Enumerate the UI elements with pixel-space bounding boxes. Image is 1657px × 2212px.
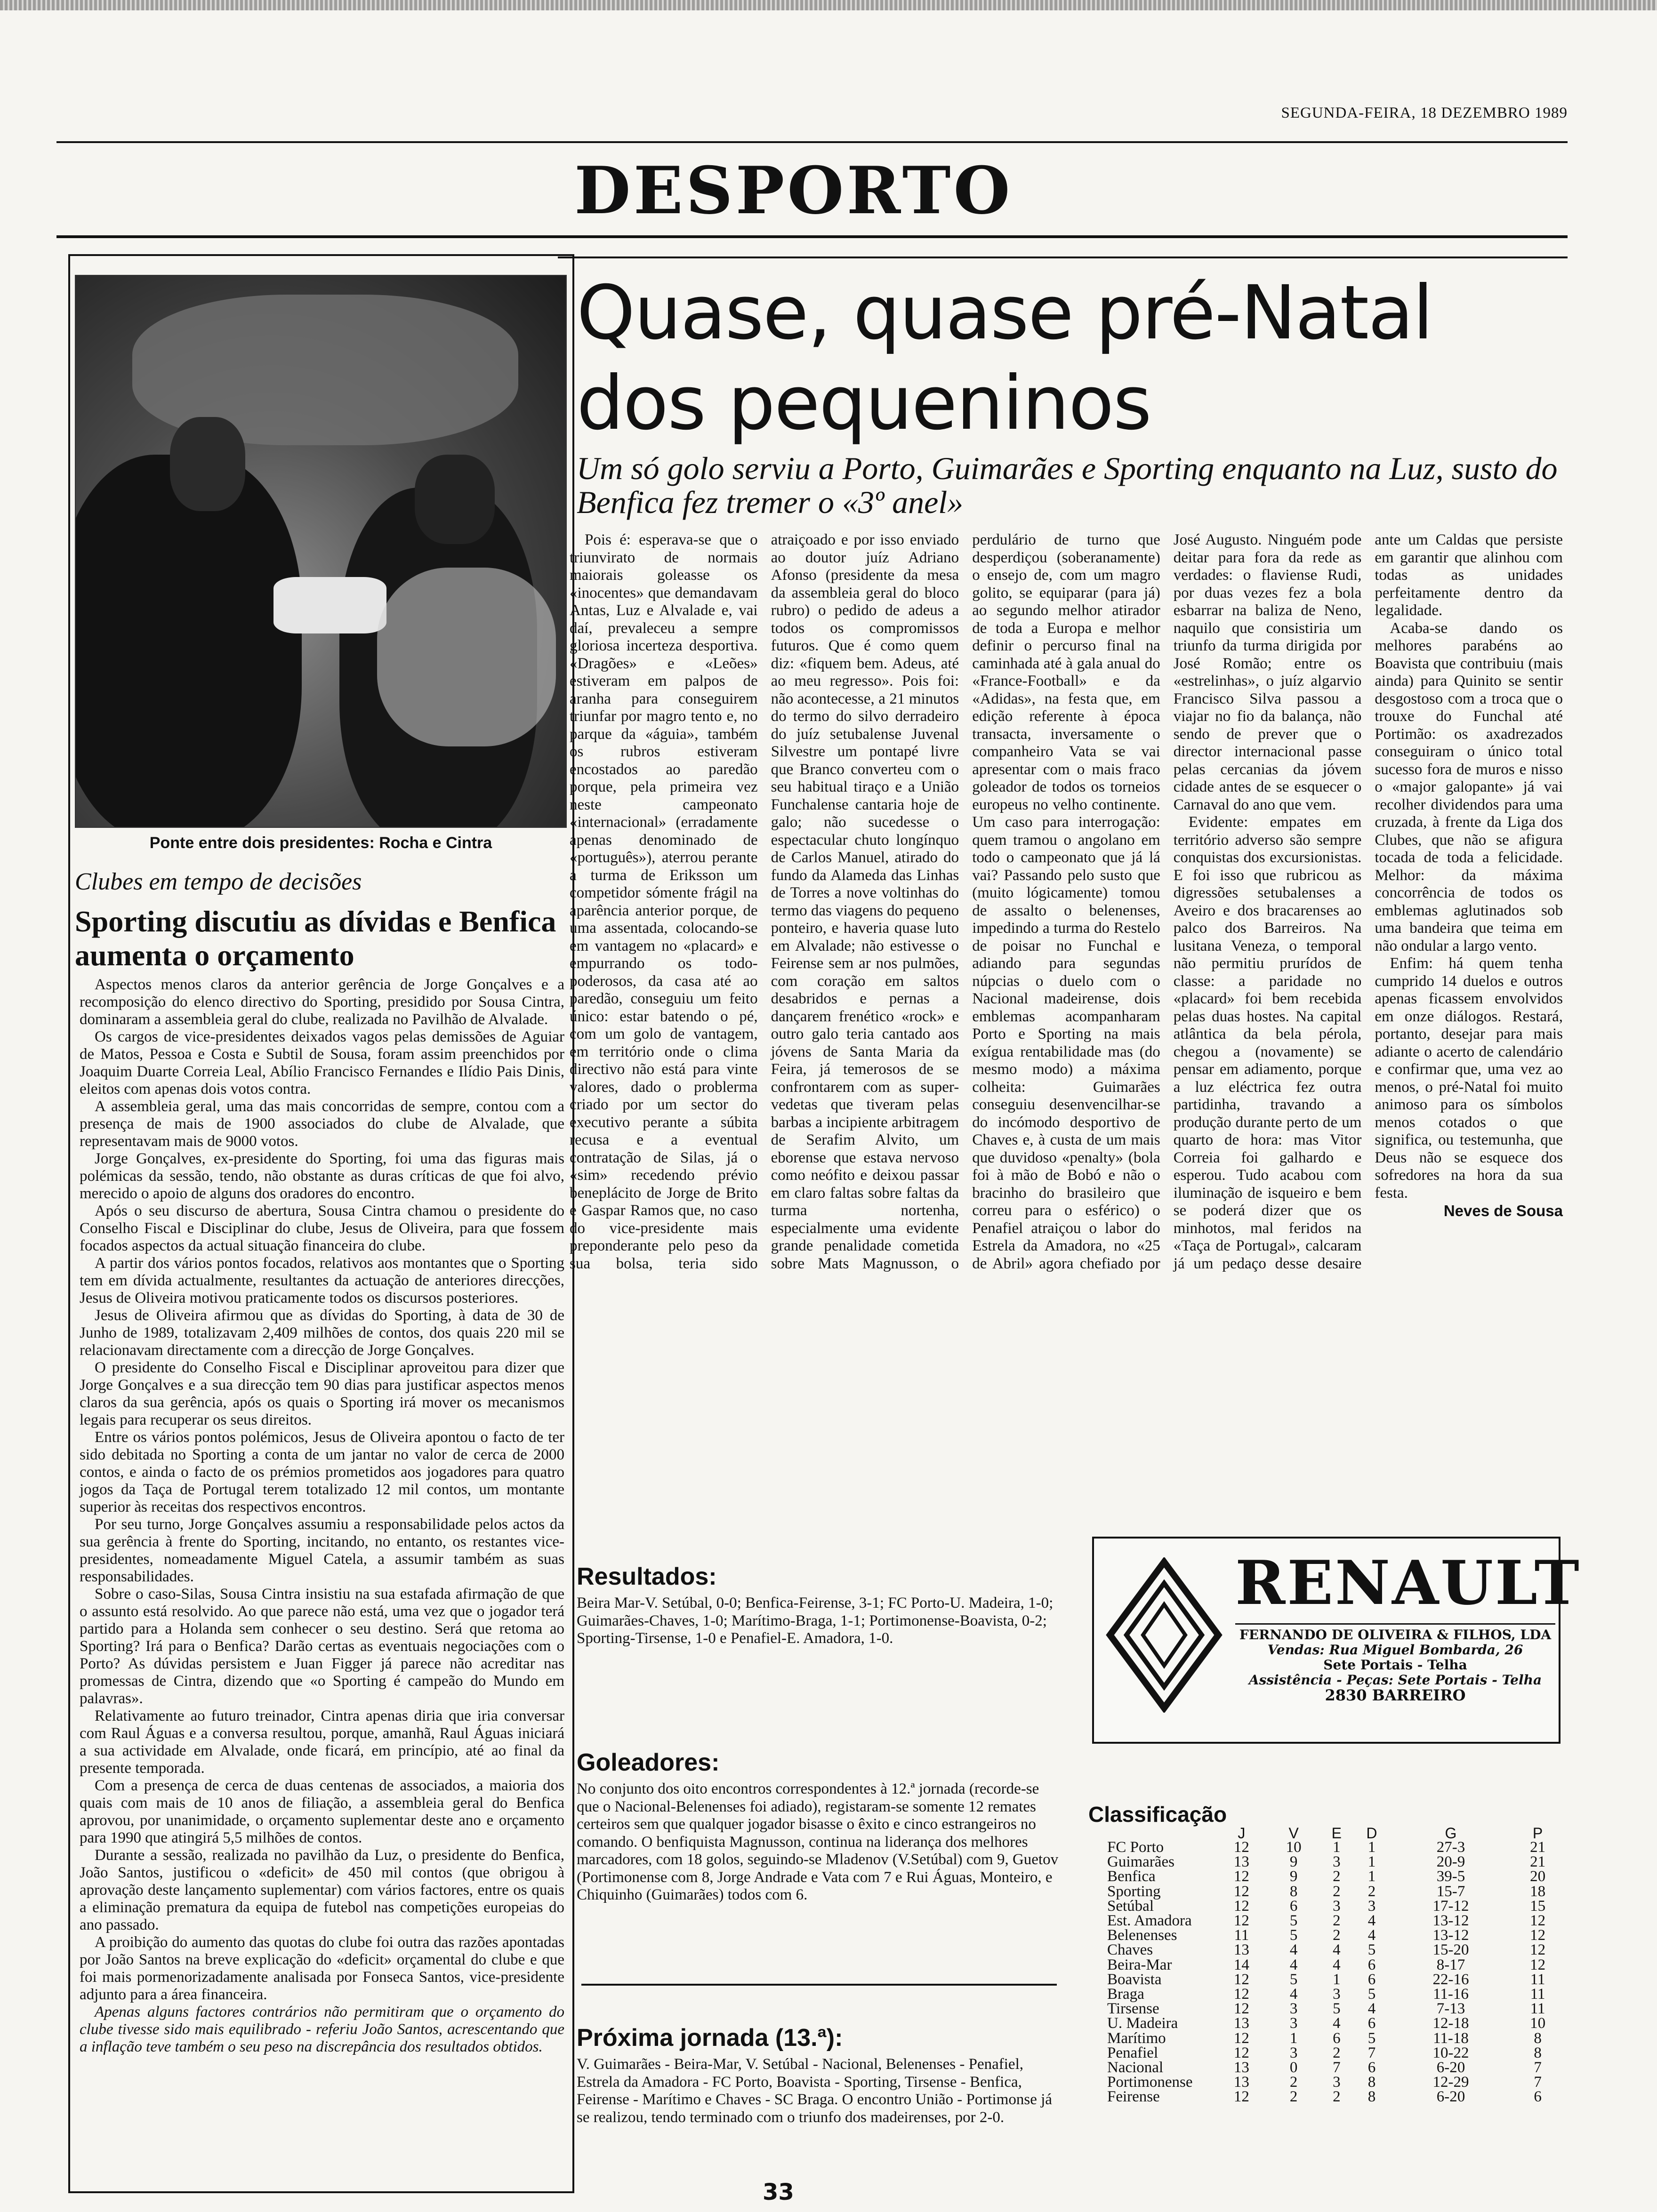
stat-cell: 13-12 [1432,1927,1469,1944]
results-text: Beira Mar-V. Setúbal, 0-0; Benfica-Feirense, 3-1; FC Porto-U. Madeira, 1-0; Guimarães-Chaves, 1-0; Marítimo-Braga, 1-1; Portimonense-Boavista, 0-2; Sporting-Tirsense, 1-0 e Penafiel-E. Amadora, 1-0. [577,1595,1054,1647]
stat-cell: 7-13 [1436,2000,1465,2018]
stat-cell: 13 [1233,1853,1249,1871]
stat-cell: 2 [1289,2074,1298,2091]
table-row [1088,2090,1564,2104]
team-name-cell: Sporting [1107,1883,1161,1900]
stat-cell: 20 [1530,1868,1546,1885]
article-paragraph: Aspectos menos claros da anterior gerência de Jorge Gonçalves e a recomposição do elenco directivo do Sporting, presidido por Sousa Cintra, dominaram a assembleia geral do clube, realizada no Pavilhão de Alvalade. [80,976,564,1028]
ad-service: Assistência - Peças: Sete Portais - Telha [1248,1672,1542,1688]
stat-cell: 9 [1289,1868,1298,1885]
table-row [1088,2060,1564,2075]
stat-cell: 4 [1367,1927,1376,1944]
team-name-cell: Marítimo [1107,2029,1166,2047]
column-header: J [1238,1825,1246,1842]
photo-caption: Ponte entre dois presidentes: Rocha e Cintra [149,834,492,852]
stat-cell: 2 [1333,2088,1341,2106]
stat-cell: 12 [1233,1986,1249,2003]
stat-cell: 12 [1530,1941,1546,1959]
stat-cell: 13-12 [1432,1912,1469,1930]
team-name-cell: Feirense [1107,2088,1160,2106]
divider [581,1984,1057,1986]
stat-cell: 5 [1289,1927,1298,1944]
stat-cell: 13 [1233,2015,1249,2032]
team-name-cell: Boavista [1107,1971,1162,1988]
article-paragraph: Pois é: esperava-se que o triunvirato de normais maiorais goleasse os «inocentes» que demandavam Antas, Luz e Alvalade e, vai daí, prevaleceu a sempre gloriosa incerteza desportiva. «Dragões» e «Leões» estiveram em palpos de aranha para conseguirem triunfar por magro tento e, no parque da «águia», também os rubros estiveram encostados ao paredão porque, pela primeira vez neste campeonato «internacional» (erradamente apenas denominado de «português»), aterrou perante a turma de Eriksson um competidor sómente frágil na aparência anterior porque, de uma assentada, colocando-se em vantagem no «placard» e empurrando os todo-poderosos, da casa até ao paredão, conseguiu um feito único: estar batendo o pé, com um golo de vantagem, em território onde o clima directivo não está para vinte valores, dado o problerma criado por um sector do executivo perante a súbita recusa e a eventual contratação de Silas, já o «sim» recedendo prévio beneplácito de Jorge de Brito e Gaspar Ramos que, no caso do vice-presidente mais preponderante pelo peso da sua bolsa, teria sido atraiçoado e por isso enviado ao doutor juíz Adriano Afonso (presidente da mesa da assembleia geral do bloco rubro) o pedido de adeus a todos os compromissos futuros. Que é como quem diz: «fiquem bem. Adeus, até ao meu regresso». Pois foi: não acontecesse, a 21 minutos do termo do silvo derradeiro do juíz setubalense Juvenal Silvestre um pontapé livre que Branco converteu com o seu habitual tiraço e a União Funchalense cantaria hoje de galo; não sucedesse o espectacular chuto longínquo de Carlos Manuel, atirado do fundo da Alameda das Linhas de Torres a nove voltinhas do termo das viagens do pequeno ponteiro, e haveria quase luto em Alvalade; não estivesse o Feirense sem ar nos pulmões, com coração em saltos desabridos e pernas a dançarem frenético «rock» e outro galo teria cantado aos jóvens de Santa Maria da Feira, já temerosos de se confrontarem com as super-vedetas que tiveram pelas barbas a incipiente arbitragem de Serafim Alvito, um eborense que estava nervoso como neófito e deixou passar em claro faltas sobre faltas da turma nortenha, especialmente uma evidente grande penalidade cometida sobre Mats Magnusson, o perdulário de turno que desperdiçou (soberanamente) o ensejo de, com um magro golito, se equiparar (para já) ao segundo melhor atirador de toda a Europa e melhor definir o percurso final na caminhada até à gala anual do «France-Football» e da «Adidas», na festa que, em edição referente à época transacta, inversamente o companheiro Vata se vai apresentar com o mais fraco goleador de todos os torneios europeus no velho continente. Um caso para interrogação: quem tramou o angolano em todo o campeonato que já lá vai? Passando pelo susto que (muito lógicamente) tomou de assalto o belenenses, impedindo a turma do Restelo de poisar no Funchal e adiando para segundas núpcias o duelo com o Nacional madeirense, dois emblemas acompanharam Porto e Sporting na mais exígua rentabilidade mas (do mesmo modo) a máxima colheita: Guimarães conseguiu desenvencilhar-se do incómodo desportivo de Chaves e, à custa de um mais que duvidoso «penalty» (bola foi à mão de Bobó e não o bracinho do brasileiro que correu para o esférico) o Penafiel atraiçou o labor do Estrela da Amadora, no «25 de Abril» agora chefiado por José Augusto. Ninguém pode deitar para fora da rede as verdades: o flaviense Rudi, por duas vezes fez a bola esbarrar na baliza de Neno, naquilo que consistiria um triunfo da turma dirigida por José Romão; entre os «estrelinhas», o juíz algarvio Francisco Silva passou a viajar no fio da balança, não sendo de prever que o director internacional passe pelas cercanias da jóvem cidade antes de se esquecer o Carnaval do ano que vem. [570,531,1362,1272]
table-row [1088,2075,1564,2090]
table-row [1088,1855,1564,1869]
team-name-cell: Beira-Mar [1107,1956,1172,1973]
column-header: G [1445,1825,1457,1842]
stat-cell: 13 [1233,1941,1249,1959]
team-name-cell: U. Madeira [1107,2015,1178,2032]
stat-cell: 12-18 [1432,2015,1469,2032]
header-rule [56,141,1568,143]
article-paragraph: Evidente: empates em território adverso são sempre conquistas dos excursionistas. E foi isso que rubricou as digressões setubalenses a Aveiro e dos bracarenses ao palco dos Barreiros. Na lusitana Veneza, o temporal não permitiu prurídos de classe: a paridade no «placard» foi bem recebida pelas duas hostes. Na capital atlântica da bela pérola, chegou a (novamente) se pensar em adiamento, porque a luz eléctrica fez outra partidinha, travando a produção durante perto de um quarto de hora: mas Vitor Correia foi galhardo e esperou. Tudo acabou com iluminação de isqueiro e bem se poderá dizer que os minhotos, mal feridos na «Taça de Portugal», calcaram já um pedaço desse desaire ante um Caldas que persiste em garantir que alinhou com todas as unidades perfeitamente dentro da legalidade. [1173,531,1563,1272]
stat-cell: 1 [1367,1839,1376,1856]
stat-cell: 5 [1367,2029,1376,2047]
table-row [1088,1928,1564,1943]
stat-cell: 2 [1333,1868,1341,1885]
stat-cell: 3 [1289,2044,1298,2061]
stat-cell: 1 [1367,1853,1376,1871]
stat-cell: 13 [1233,2059,1249,2076]
ad-sales: Vendas: Rua Miguel Bombarda, 26 [1267,1642,1523,1658]
stat-cell: 12 [1233,2029,1249,2047]
article-paragraph: Enfim: há quem tenha cumprido 14 duelos e outros apenas ficassem envolvidos em onze diálogos. Restará, portanto, desejar para mais adiante o acerto de calendário e confirmar que, uma vez ao menos, o pré-Natal foi muito animoso para os símbolos menos cotados o que significa, ou testemunha, que Deus não se esquece dos sofredores na hora da sua festa. [1375,955,1563,1202]
table-row [1088,1914,1564,1928]
stat-cell: 12 [1233,1839,1249,1856]
table-row [1088,2016,1564,2031]
team-name-cell: Braga [1107,1986,1144,2003]
stat-cell: 27-3 [1436,1839,1465,1856]
stat-cell: 17-12 [1432,1897,1469,1915]
stat-cell: 2 [1367,1883,1376,1900]
stat-cell: 15-7 [1436,1883,1465,1900]
section-rule [56,235,1568,238]
renault-diamond-logo [1105,1557,1223,1713]
article-paragraph: A proibição do aumento das quotas do clube foi outra das razões apontadas por João Santos na breve explicação do «deficit» orçamental do clube e que foi mais pormenorizadamente analisada por Fonseca Santos, vice-presidente adjunto para a área financeira. [80,1934,564,2003]
results-title: Resultados: [577,1563,717,1590]
ad-company-details [1235,1623,1555,1703]
main-headline: Quase, quase pré-Natal dos pequeninos [577,270,1432,447]
stat-cell: 4 [1333,1956,1341,1973]
stat-cell: 11-16 [1433,1986,1469,2003]
article-paragraph: Jesus de Oliveira afirmou que as dívidas do Sporting, à data de 30 de Junho de 1989, totalizavam 2,409 milhões de contos, dos quais 220 mil se relacionavam directamente com a direcção de Jorge Gonçalves. [80,1307,564,1359]
stat-cell: 2 [1333,1883,1341,1900]
stat-cell: 6 [1367,2015,1376,2032]
next-round-text: V. Guimarães - Beira-Mar, V. Setúbal - Nacional, Belenenses - Penafiel, Estrela da Amadora - FC Porto, Boavista - Sporting, Tirsense - Benfica, Feirense - Marítimo e Chaves - SC Braga. O encontro União - Portimonse já se realizou, tendo terminado com o triunfo dos madeirenses, por 2-0. [577,2056,1052,2126]
stat-cell: 2 [1333,1927,1341,1944]
stat-cell: 0 [1289,2059,1298,2076]
stat-cell: 12 [1233,2088,1249,2106]
table-row [1088,1987,1564,2002]
column-header: D [1366,1825,1377,1842]
team-name-cell: Penafiel [1107,2044,1158,2061]
stat-cell: 4 [1333,2015,1341,2032]
team-name-cell: Setúbal [1107,1897,1154,1915]
stat-cell: 12 [1233,2044,1249,2061]
stat-cell: 2 [1333,1912,1341,1930]
article-paragraph: A partir dos vários pontos focados, relativos aos montantes que o Sporting tem em dívida actualmente, resultantes da actuação de anteriores direcções, Jesus de Oliveira motivou praticamente todos os discursos posteriores. [80,1255,564,1306]
team-name-cell: Chaves [1107,1941,1153,1959]
article-paragraph: O presidente do Conselho Fiscal e Disciplinar aproveitou para dizer que Jorge Gonçalves e a sua direcção tem 90 dias para justificar aspectos menos claros da sua gerência, após os quais o Sporting irá mover os mecanismos legais para recuperar os seus direitos. [80,1359,564,1428]
stat-cell: 6 [1367,2059,1376,2076]
stat-cell: 20-9 [1436,1853,1465,1871]
stat-cell: 12 [1530,1912,1546,1930]
scorers-title: Goleadores: [577,1749,720,1776]
stat-cell: 4 [1333,1941,1341,1959]
column-header [1088,1826,1215,1840]
left-kicker: Clubes em tempo de decisões [75,868,362,895]
stat-cell: 12 [1233,1883,1249,1900]
stat-cell: 11 [1530,2000,1545,2018]
stat-cell: 8 [1367,2088,1376,2106]
stat-cell: 8 [1534,2029,1542,2047]
left-headline: Sporting discutiu as dívidas e Benfica aumenta o orçamento [75,905,556,972]
article-paragraph: Acaba-se dando os melhores parabéns ao Boavista que contribuiu (mais ainda) para Quinito se sentir desgostoso com a troca que o trouxe do Funchal até Portimão: os axadrezados conseguiram o único total sucesso fora de muros e nisso o «major galopante» já vai recolher dividendos para uma cruzada, à frente da Liga dos Clubes, que não se afigura tocada de toda a felicidade. Melhor: da máxima concorrência de todos os emblemas aglutinados sob uma bandeira que teima em não ondular a largo vento. [1375,619,1563,954]
stat-cell: 3 [1333,1853,1341,1871]
stat-cell: 3 [1289,2000,1298,2018]
stat-cell: 4 [1289,1986,1298,2003]
dateline: SEGUNDA-FEIRA, 18 DEZEMBRO 1989 [1281,104,1568,121]
scorers-text: No conjunto dos oito encontros correspondentes à 12.ª jornada (recorde-se que o Nacional-Belenenses foi adiado), registaram-se somente 12 remates certeiros sem que qualquer jogador bisasse o êxito e cinco estrangeiros no comando. O benfiquista Magnusson, continua na liderança dos melhores marcadores, com 18 golos, seguindo-se Mladenov (V.Setúbal) com 9, Guetov (Portimonense com 8, Jorge Andrade e Vata com 7 e Rui Águas, Monteiro, e Chiquinho (Guimarães) todos com 6. [577,1780,1059,1903]
stat-cell: 21 [1530,1853,1546,1871]
stat-cell: 2 [1289,2088,1298,2106]
stat-cell: 11 [1530,1986,1545,2003]
table-row [1088,2046,1564,2060]
stat-cell: 11-18 [1433,2029,1469,2047]
section-title: DESPORTO [574,152,1013,229]
next-round-box [577,2024,1062,2126]
stat-cell: 9 [1289,1853,1298,1871]
article-paragraph: Após o seu discurso de abertura, Sousa Cintra chamou o presidente do Conselho Fiscal e Disciplinar do clube, Jesus de Oliveira, para que fossem focados aspectos da actual situação financeira do clube. [80,1202,564,1254]
stat-cell: 5 [1333,2000,1341,2018]
team-name-cell: Benfica [1107,1868,1156,1885]
standings-grid [1088,1826,1564,2105]
table-row [1088,1972,1564,1987]
team-name-cell: Nacional [1107,2059,1164,2076]
stat-cell: 22-16 [1432,1971,1469,1988]
stat-cell: 21 [1530,1839,1546,1856]
stat-cell: 4 [1289,1956,1298,1973]
table-row [1088,1958,1564,1972]
stat-cell: 12 [1233,2000,1249,2018]
stat-cell: 10 [1530,2015,1546,2032]
table-row [1088,1840,1564,1855]
ad-sales-location: Sete Portais - Telha [1323,1657,1467,1673]
article-paragraph: Durante a sessão, realizada no pavilhão da Luz, o presidente do Benfica, João Santos, justificou o «deficit» de 450 mil contos (que obrigou à aprovação deste lançamento suplementar) com vários factores, entre os quais a eliminação prematura da equipa de futebol nas competições europeias do ano passado. [80,1847,564,1933]
stat-cell: 12-29 [1432,2074,1469,2091]
stat-cell: 6 [1367,1971,1376,1988]
column-header: E [1331,1825,1342,1842]
stat-cell: 12 [1233,1912,1249,1930]
news-photo [75,275,567,828]
column-header: P [1532,1825,1543,1842]
ad-city: 2830 BARREIRO [1325,1686,1466,1704]
results-box [577,1563,1062,1648]
stat-cell: 15-20 [1432,1941,1469,1959]
scorers-box [577,1748,1062,1904]
stat-cell: 6 [1333,2029,1341,2047]
stat-cell: 1 [1333,1839,1341,1856]
stat-cell: 12 [1233,1868,1249,1885]
team-name-cell: Portimonense [1107,2074,1193,2091]
article-paragraph: A assembleia geral, uma das mais concorridas de sempre, contou com a presença de mais de 1900 associados do clube de Alvalade, que representavam mais de 9000 votos. [80,1098,564,1150]
stat-cell: 2 [1333,2044,1341,2061]
stat-cell: 3 [1333,2074,1341,2091]
stat-cell: 6-20 [1436,2088,1465,2106]
main-deck: Um só golo serviu a Porto, Guimarães e Sporting enquanto na Luz, susto do Benfica fez tremer o «3º anel» [577,450,1558,520]
stat-cell: 7 [1534,2074,1542,2091]
stat-cell: 6-20 [1436,2059,1465,2076]
page-number: 33 [763,2179,794,2205]
stat-cell: 6 [1289,1897,1298,1915]
article-paragraph: Jorge Gonçalves, ex-presidente do Sporting, foi uma das figuras mais polémicas da sessão, tendo, não obstante as duras críticas de que foi alvo, merecido o apoio de alguns dos oradores do encontro. [80,1150,564,1202]
next-round-title: Próxima jornada (13.ª): [577,2024,843,2052]
stat-cell: 4 [1367,1912,1376,1930]
team-name-cell: Tirsense [1107,2000,1159,2018]
ad-company: FERNANDO DE OLIVEIRA & FILHOS, LDA [1239,1627,1552,1643]
ad-brand: RENAULT [1235,1548,1581,1619]
stat-cell: 7 [1534,2059,1542,2076]
stat-cell: 10 [1286,1839,1302,1856]
stat-cell: 12 [1233,1897,1249,1915]
stat-cell: 4 [1289,1941,1298,1959]
stat-cell: 1 [1289,2029,1298,2047]
stat-cell: 6 [1534,2088,1542,2106]
article-paragraph: Apenas alguns factores contrários não permitiram que o orçamento do clube tivesse sido mais equilibrado - referiu João Santos, acrescentando que a inflação teve também o seu peso na discrepância dos resultados obtidos. [80,2004,564,2055]
stat-cell: 8 [1367,2074,1376,2091]
table-header-row [1088,1826,1564,1840]
stat-cell: 15 [1530,1897,1546,1915]
stat-cell: 12 [1233,1971,1249,1988]
article-paragraph: Entre os vários pontos polémicos, Jesus de Oliveira apontou o facto de ter sido debitada no Sporting a conta de um jantar no valor de cerca de 2000 contos, e ainda o facto de os prémios prometidos aos jogadores para quatro jogos da Taça de Portugal terem totalizado 12 mil contos, um montante superior às receitas dos respectivos encontros. [80,1429,564,1515]
article-paragraph: Relativamente ao futuro treinador, Cintra apenas diria que iria conversar com Raul Águas e a conversa resultou, porque, amanhã, Raul Águas iniciará a sua actividade em Alvalade, onde ficará, em princípio, até ao final da presente temporada. [80,1707,564,1777]
stat-cell: 12 [1530,1927,1546,1944]
stat-cell: 3 [1367,1897,1376,1915]
column-header: V [1288,1825,1299,1842]
stat-cell: 5 [1367,1986,1376,2003]
stat-cell: 5 [1367,1941,1376,1959]
stat-cell: 5 [1289,1912,1298,1930]
standings-title: Classificação [1088,1802,1227,1827]
team-name-cell: Belenenses [1107,1927,1177,1944]
stat-cell: 8 [1534,2044,1542,2061]
stat-cell: 5 [1289,1971,1298,1988]
team-name-cell: FC Porto [1107,1839,1164,1856]
stat-cell: 8 [1289,1883,1298,1900]
stat-cell: 4 [1367,2000,1376,2018]
table-row [1088,1943,1564,1957]
table-row [1088,1899,1564,1914]
top-border [0,0,1657,10]
stat-cell: 7 [1367,2044,1376,2061]
stat-cell: 11 [1234,1927,1249,1944]
stat-cell: 8-17 [1436,1956,1465,1973]
stat-cell: 11 [1530,1971,1545,1988]
stat-cell: 14 [1233,1956,1249,1973]
stat-cell: 13 [1233,2074,1249,2091]
table-row [1088,2031,1564,2046]
left-story-box [68,254,574,2193]
author-signature: Neves de Sousa [1443,1202,1563,1219]
stat-cell: 6 [1367,1956,1376,1973]
stat-cell: 3 [1333,1897,1341,1915]
stat-cell: 10-22 [1432,2044,1469,2061]
team-name-cell: Est. Amadora [1107,1912,1192,1930]
stat-cell: 3 [1333,1986,1341,2003]
table-row [1088,1869,1564,1884]
standings-table [1088,1803,1564,2105]
left-article-body [80,976,564,2056]
stat-cell: 3 [1289,2015,1298,2032]
article-paragraph: Os cargos de vice-presidentes deixados vagos pelas demissões de Aguiar de Matos, Pessoa e Costa e Subtil de Sousa, foram assim preenchidos por Joaquim Duarte Correia Leal, Abílio Francisco Fernandes e Ilídio Pais Dinis, eleitos com apenas dois votos contra. [80,1028,564,1098]
standings-body [1088,1840,1564,2105]
table-row [1088,1884,1564,1899]
article-paragraph: Com a presença de cerca de duas centenas de associados, a maioria dos quais com mais de 10 anos de filiação, a assembleia geral do Benfica aprovou, por unanimidade, o orçamento suplementar deste ano e orçamento para 1990 que atingirá 5,5 milhões de contos. [80,1777,564,1846]
stat-cell: 18 [1530,1883,1546,1900]
table-row [1088,2002,1564,2016]
renault-advertisement [1092,1537,1581,1744]
team-name-cell: Guimarães [1107,1853,1174,1871]
stat-cell: 1 [1333,1971,1341,1988]
article-paragraph: Por seu turno, Jorge Gonçalves assumiu a responsabilidade pelos actos da sua gerência à frente do Sporting, incitando, no entanto, os restantes vice-presidentes, nomeadamente Miguel Catela, a assumir também as suas responsabilidades. [80,1516,564,1585]
stat-cell: 39-5 [1436,1868,1465,1885]
stat-cell: 1 [1367,1868,1376,1885]
stat-cell: 12 [1530,1956,1546,1973]
article-paragraph: Sobre o caso-Silas, Sousa Cintra insistiu na sua estafada afirmação de que o assunto está resolvido. Ao que parece não está, uma vez que o jogador terá partido para a Holanda sem conhecer o seu destino. Será que retoma ao Sporting? Irá para o Benfica? Darão certas as eventuais negociações com o Porto? As dúvidas persistem e Juan Figger já parece não acreditar nas promessas de Cintra, dizendo que «o Sporting é campeão do Mundo em palavras». [80,1586,564,1707]
stat-cell: 7 [1333,2059,1341,2076]
